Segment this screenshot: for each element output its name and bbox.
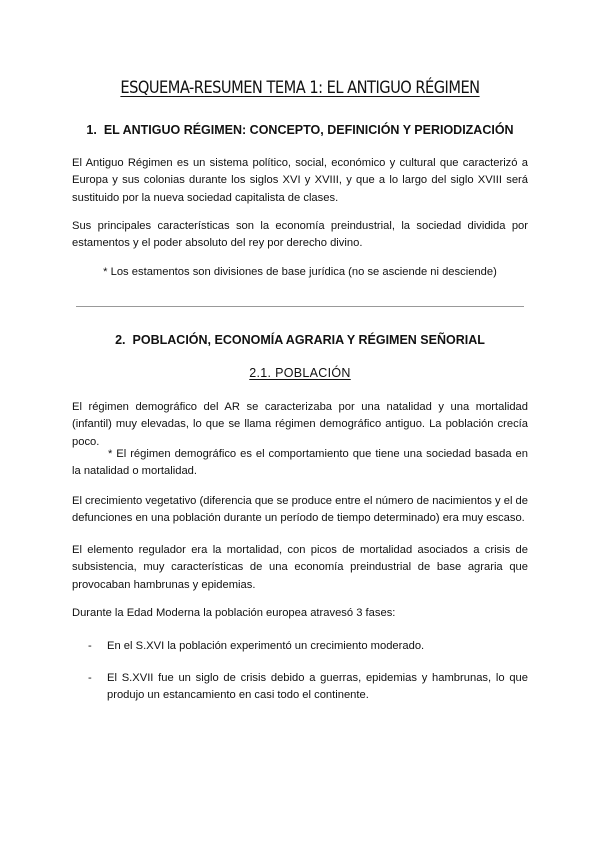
section-2-note: * El régimen demográfico es el comportamiento que tiene una sociedad basada en la natalidad o mortalidad. bbox=[72, 448, 528, 478]
section-1-note: * Los estamentos son divisiones de base jurídica (no se asciende ni desciende) bbox=[103, 266, 497, 278]
document-title: ESQUEMA-RESUMEN TEMA 1: EL ANTIGUO RÉGIMEN bbox=[120, 78, 480, 98]
section-2-paragraph-1: El régimen demográfico del AR se caracterizaba por una natalidad y una mortalidad (infantil) muy elevadas, lo que se llama régimen demográfico antiguo. La población crecía poco. bbox=[72, 401, 528, 448]
section-2-paragraph-3: El elemento regulador era la mortalidad, con picos de mortalidad asociados a crisis de subsistencia, muy características de una economía preindustrial de base agraria que provocaban hambrunas y epidemias. bbox=[72, 544, 528, 591]
section-2-number: 2. bbox=[115, 333, 126, 347]
section-1-heading-text: EL ANTIGUO RÉGIMEN: CONCEPTO, DEFINICIÓN Y PERIODIZACIÓN bbox=[103, 123, 514, 137]
list-item-text: En el S.XVI la población experimentó un crecimiento moderado. bbox=[107, 640, 425, 652]
section-1-number: 1. bbox=[86, 123, 97, 137]
list-dash: - bbox=[88, 672, 92, 684]
section-2-heading-text: POBLACIÓN, ECONOMÍA AGRARIA Y RÉGIMEN SEÑORIAL bbox=[132, 333, 485, 347]
subsection-2-1-heading: 2.1. POBLACIÓN bbox=[249, 366, 351, 380]
section-1-paragraph-1: El Antiguo Régimen es un sistema político, social, económico y cultural que caracterizó a Europa y sus colonias durante los siglos XVI y XVIII, y que a lo largo del siglo XVIII será sustituido por la nueva sociedad capitalista de clases. bbox=[72, 157, 528, 204]
list-dash: - bbox=[88, 640, 92, 652]
list-item bbox=[88, 670, 528, 705]
list-item bbox=[88, 638, 528, 655]
section-2-heading bbox=[0, 333, 600, 347]
list-item-text: El S.XVII fue un siglo de crisis debido a guerras, epidemias y hambrunas, lo que produjo un estancamiento en casi todo el continente. bbox=[107, 672, 528, 702]
section-2-paragraph-4: Durante la Edad Moderna la población europea atravesó 3 fases: bbox=[72, 607, 396, 619]
section-1-heading bbox=[0, 123, 600, 137]
section-divider bbox=[76, 306, 524, 307]
section-1-paragraph-2: Sus principales características son la economía preindustrial, la sociedad dividida por estamentos y el poder absoluto del rey por derecho divino. bbox=[72, 220, 528, 250]
section-2-paragraph-2: El crecimiento vegetativo (diferencia que se produce entre el número de nacimientos y el de defunciones en una población durante un período de tiempo determinado) era muy escaso. bbox=[72, 495, 528, 525]
